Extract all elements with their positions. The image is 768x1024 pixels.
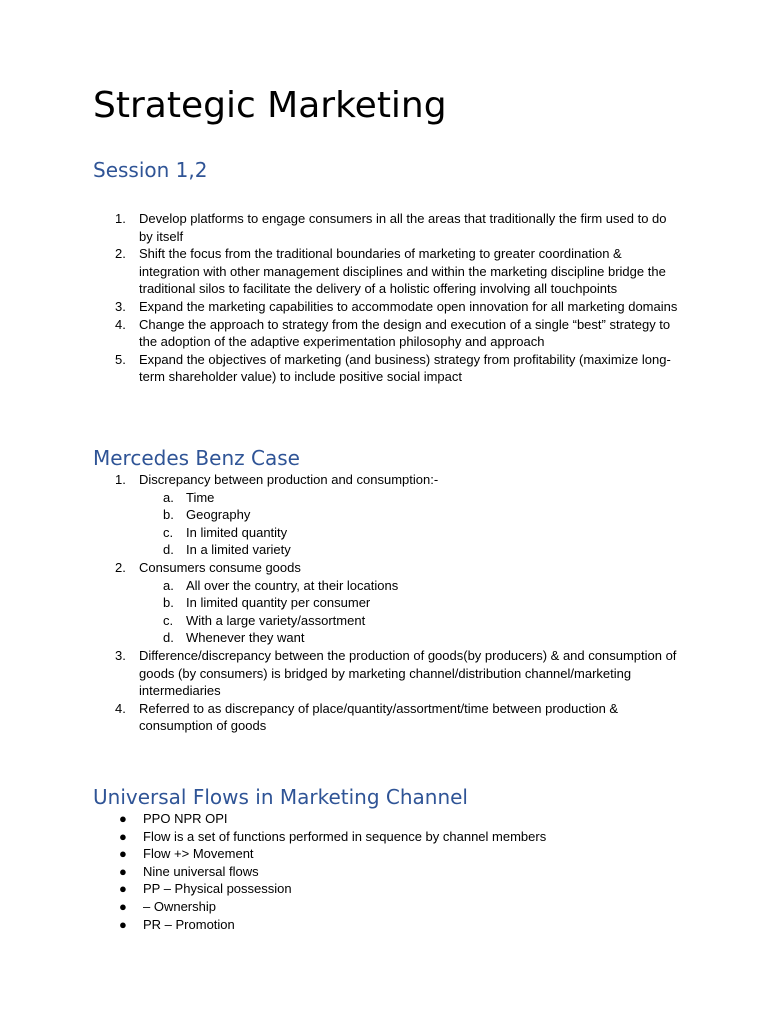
list-item	[93, 700, 683, 735]
sub-list-item	[139, 489, 683, 507]
list-item-text: Expand the objectives of marketing (and business) strategy from profitability (maximize long-term shareholder value) to include positive social impact	[139, 351, 671, 385]
list-item-text: Change the approach to strategy from the design and execution of a single “best” strategy to the adoption of the adaptive experimentation philosophy and approach	[139, 316, 671, 350]
sub-list-text: Whenever they want	[186, 630, 305, 646]
bullet-text: Flow is a set of functions performed in sequence by channel members	[143, 828, 547, 844]
list-item	[93, 316, 683, 351]
bullet-item	[93, 880, 683, 898]
sub-list-letter: b.	[163, 595, 174, 611]
bullet-text: PR – Promotion	[143, 916, 235, 932]
list-number: 4.	[115, 316, 126, 332]
bullet-dot-icon: ●	[119, 828, 127, 844]
bullet-item	[93, 828, 683, 846]
list-item	[93, 298, 683, 316]
sub-list-letter: d.	[163, 630, 174, 646]
sub-list	[139, 489, 683, 559]
bullet-dot-icon: ●	[119, 881, 127, 897]
section-heading-session: Session 1,2	[93, 158, 208, 182]
list-item-text: Develop platforms to engage consumers in all the areas that traditionally the firm used to do by itself	[139, 211, 667, 244]
sub-list-item	[139, 506, 683, 524]
bullet-item	[93, 863, 683, 881]
sub-list-item	[139, 577, 683, 595]
section-heading-mercedes: Mercedes Benz Case	[93, 446, 300, 470]
bullet-text: – Ownership	[143, 898, 216, 914]
bullet-item	[93, 898, 683, 916]
document-title: Strategic Marketing	[93, 85, 447, 126]
sub-list	[139, 577, 683, 647]
bullet-item	[93, 810, 683, 828]
sub-list-letter: c.	[163, 612, 174, 628]
sub-list-item	[139, 594, 683, 612]
list-number: 3.	[115, 298, 126, 314]
sub-list-text: All over the country, at their locations	[186, 577, 399, 593]
sub-list-text: Time	[186, 489, 215, 505]
list-number: 3.	[115, 647, 126, 663]
sub-list-letter: a.	[163, 577, 174, 593]
bullet-dot-icon: ●	[119, 863, 127, 879]
list-number: 2.	[115, 246, 126, 262]
universal-flows-list	[93, 810, 683, 933]
sub-list-text: In a limited variety	[186, 542, 291, 558]
session-list	[93, 210, 683, 386]
bullet-text: Nine universal flows	[143, 863, 259, 879]
sub-list-item	[139, 629, 683, 647]
sub-list-text: In limited quantity per consumer	[186, 595, 371, 611]
list-item-text: Referred to as discrepancy of place/quantity/assortment/time between production & consumption of goods	[139, 700, 619, 734]
list-number: 2.	[115, 559, 126, 575]
sub-list-item	[139, 524, 683, 542]
list-item	[93, 245, 683, 298]
sub-list-letter: b.	[163, 507, 174, 523]
list-number: 1.	[115, 472, 126, 487]
list-item	[93, 471, 683, 559]
list-item-text: Expand the marketing capabilities to accommodate open innovation for all marketing domains	[139, 298, 678, 314]
list-number: 1.	[115, 211, 126, 226]
sub-list-letter: a.	[163, 489, 174, 505]
bullet-item	[93, 845, 683, 863]
section-heading-universal-flows: Universal Flows in Marketing Channel	[93, 785, 468, 809]
sub-list-item	[139, 612, 683, 630]
list-item	[93, 210, 683, 245]
bullet-dot-icon: ●	[119, 846, 127, 862]
sub-list-text: In limited quantity	[186, 524, 288, 540]
list-number: 5.	[115, 351, 126, 367]
bullet-text: Flow +> Movement	[143, 846, 254, 862]
bullet-dot-icon: ●	[119, 916, 127, 932]
bullet-text: PP – Physical possession	[143, 881, 292, 897]
list-item-text: Discrepancy between production and consumption:-	[139, 472, 439, 487]
sub-list-letter: c.	[163, 524, 174, 540]
sub-list-text: Geography	[186, 507, 251, 523]
list-item-text: Shift the focus from the traditional boundaries of marketing to greater coordination & integration with other management disciplines and within the marketing discipline bridge the traditional silos to facilitate the delivery of a holistic offering involving all touchpoints	[139, 246, 666, 297]
list-item	[93, 647, 683, 700]
bullet-item	[93, 916, 683, 934]
sub-list-item	[139, 541, 683, 559]
sub-list-letter: d.	[163, 542, 174, 558]
bullet-dot-icon: ●	[119, 811, 127, 826]
list-item	[93, 559, 683, 647]
bullet-text: PPO NPR OPI	[143, 811, 228, 826]
bullet-dot-icon: ●	[119, 898, 127, 914]
list-item-text: Difference/discrepancy between the production of goods(by producers) & and consumption of goods (by consumers) is bridged by marketing channel/distribution channel/marketing intermediaries	[139, 647, 677, 699]
mercedes-list	[93, 471, 683, 735]
list-item-text: Consumers consume goods	[139, 559, 301, 575]
list-number: 4.	[115, 700, 126, 716]
sub-list-text: With a large variety/assortment	[186, 612, 366, 628]
list-item	[93, 351, 683, 386]
